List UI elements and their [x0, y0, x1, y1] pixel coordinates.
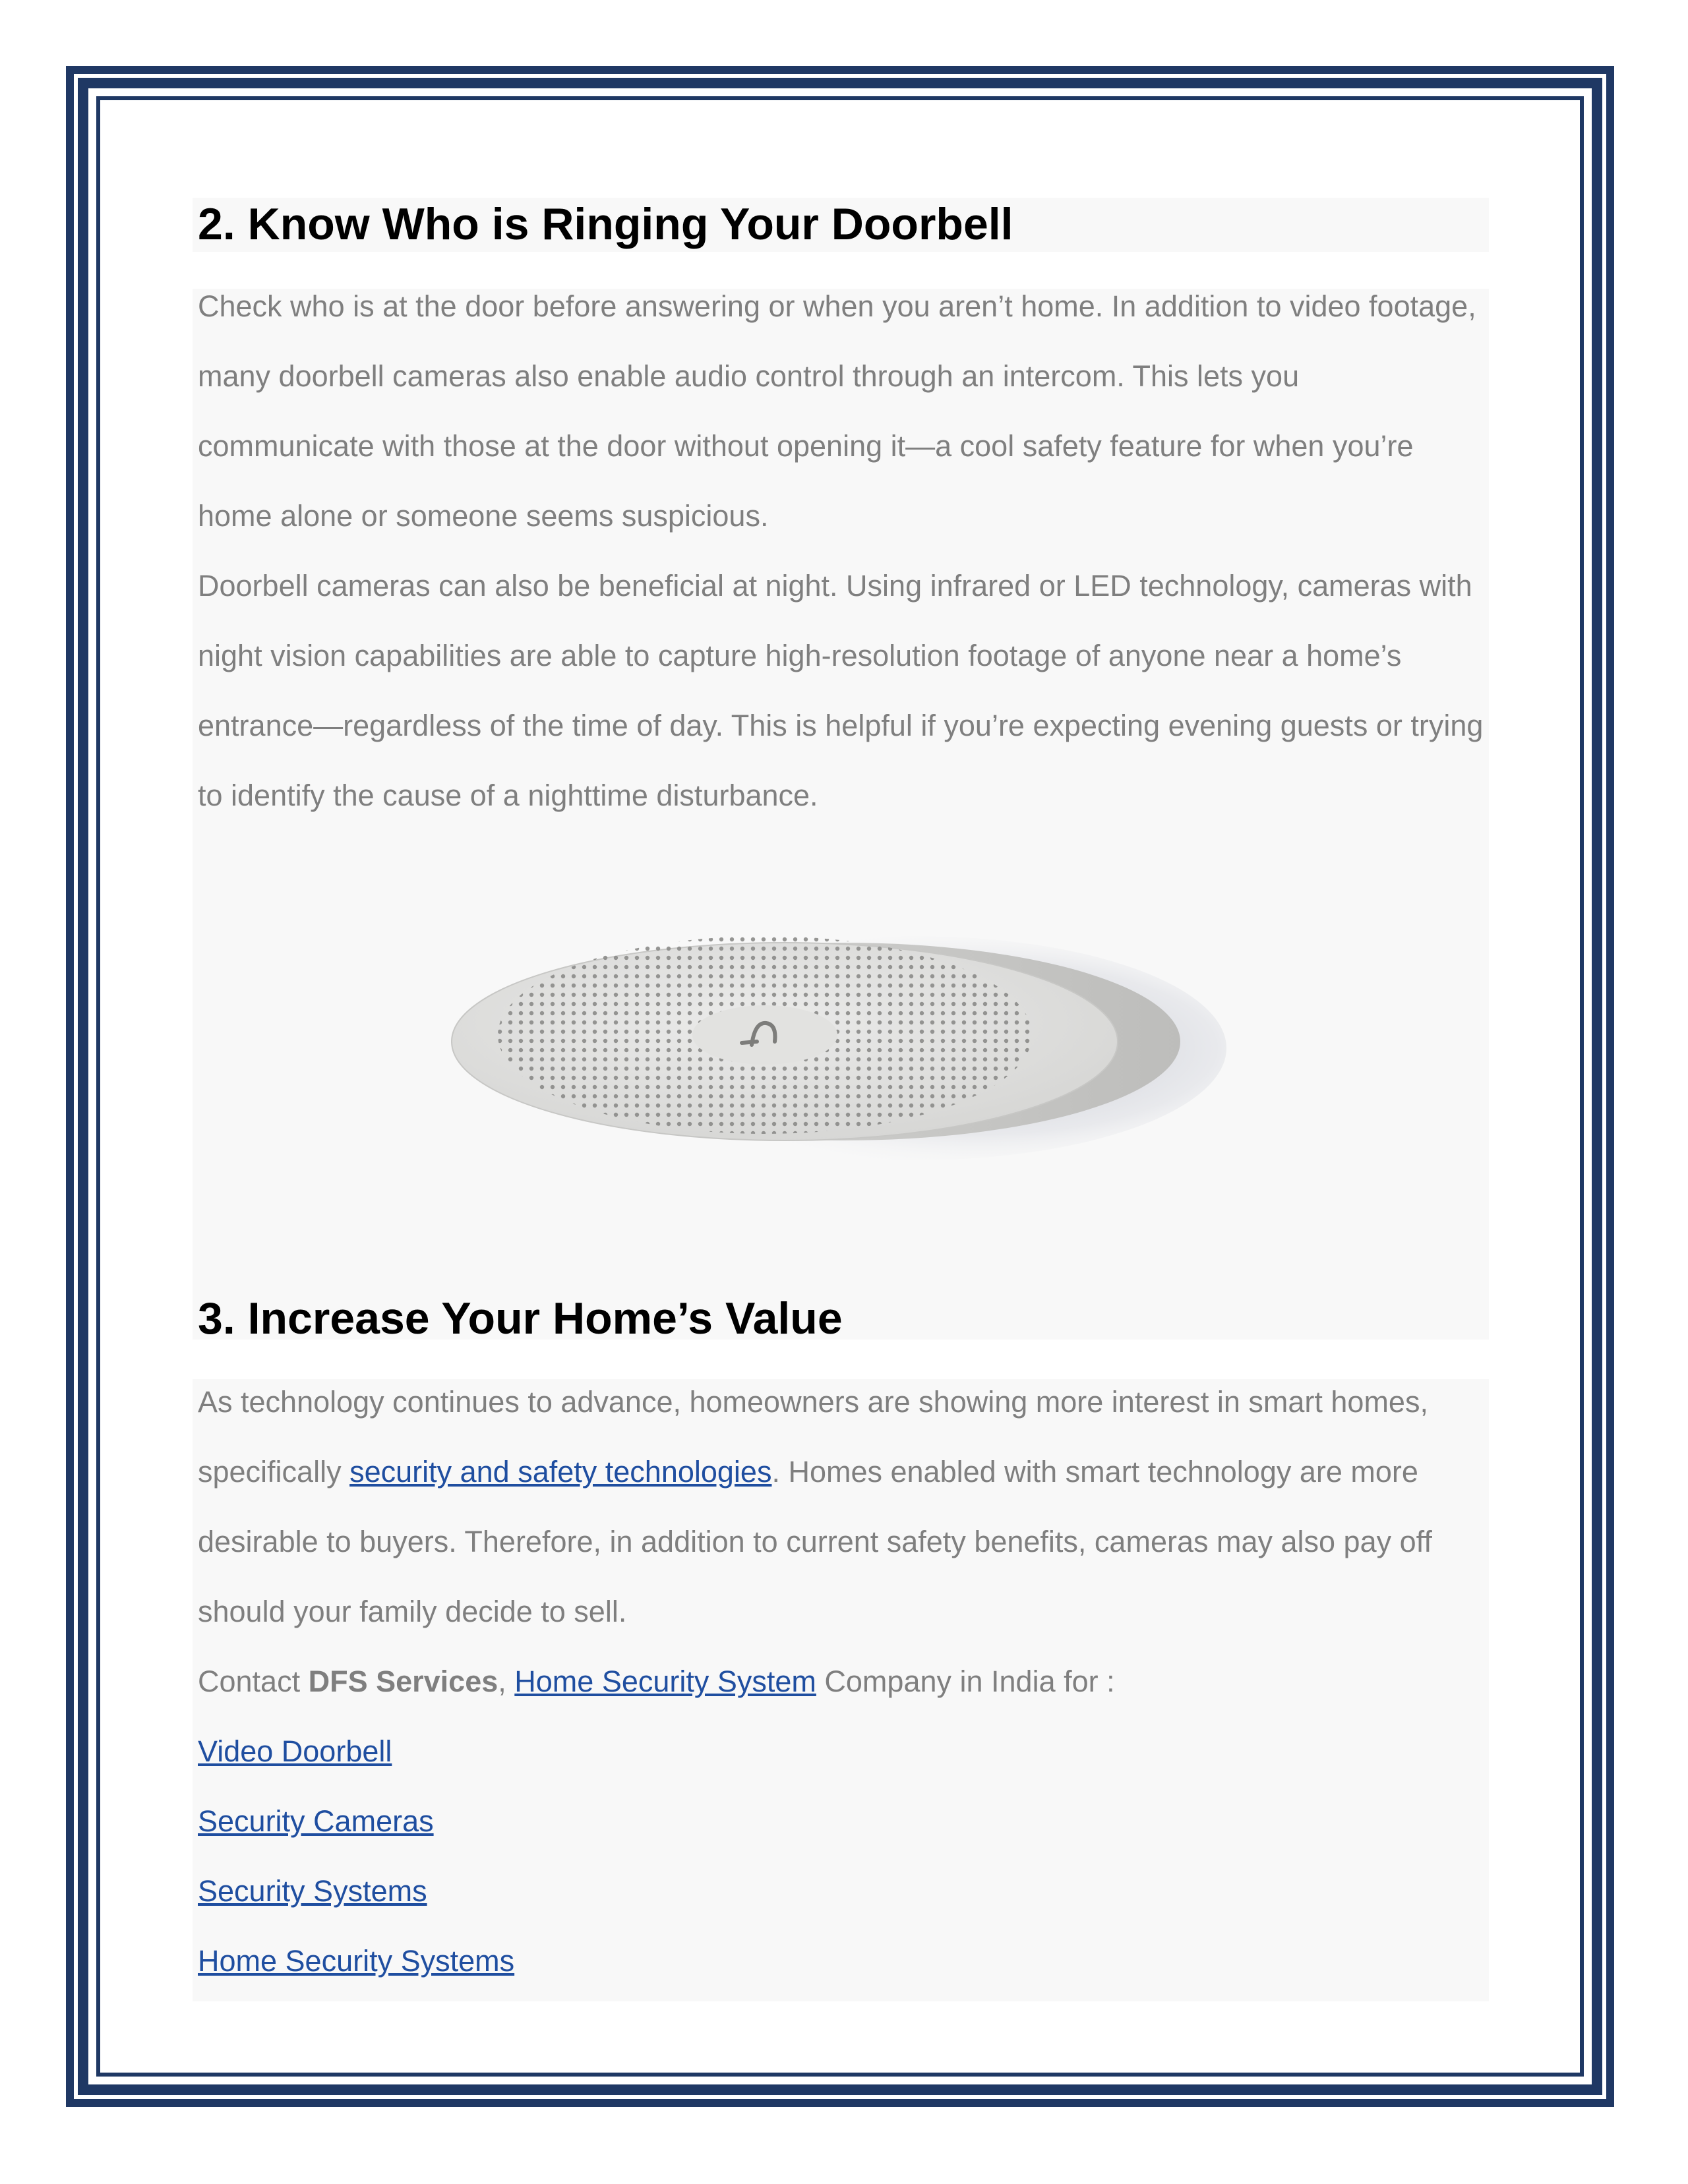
section-3-paragraph-1-text-before: As technology continues to advance, homeowners are showing more interest in smart homes, specifically: [198, 1385, 1428, 1489]
section-3-paragraph-1: [198, 1367, 1484, 1647]
company-name: DFS Services: [308, 1665, 498, 1698]
section-2-paragraph-2: Doorbell cameras can also be beneficial at night. Using infrared or LED technology, cameras with night vision capabilities are able to capture high-resolution footage of anyone near a home’s entrance—regardless of the time of day. This is helpful if you’re expecting evening guests or trying to identify the cause of a nighttime disturbance.: [198, 569, 1484, 812]
security-systems-link[interactable]: Security Systems: [198, 1874, 427, 1908]
contact-line: [198, 1647, 1484, 1717]
contact-prefix: Contact: [198, 1665, 309, 1698]
contact-comma: ,: [498, 1665, 515, 1698]
security-cameras-link[interactable]: Security Cameras: [198, 1804, 434, 1838]
home-security-systems-link[interactable]: Home Security Systems: [198, 1944, 515, 1978]
section-2-heading: 2. Know Who is Ringing Your Doorbell: [198, 199, 1013, 249]
video-doorbell-link[interactable]: Video Doorbell: [198, 1734, 392, 1768]
section-3-heading: 3. Increase Your Home’s Value: [198, 1293, 843, 1343]
doorbell-chime-image: [442, 916, 1233, 1167]
section-2-paragraph-1: Check who is at the door before answering or when you aren’t home. In addition to video footage, many doorbell cameras also enable audio control through an intercom. This lets you communicate with those at the door without opening it—a cool safety feature for when you’re home alone or someone seems suspicious.: [198, 289, 1476, 533]
security-and-safety-technologies-link[interactable]: security and safety technologies: [349, 1455, 772, 1489]
home-security-system-link[interactable]: Home Security System: [514, 1665, 816, 1698]
contact-suffix: Company in India for :: [816, 1665, 1115, 1698]
section-3-paragraph-1-text-after: . Homes enabled with smart technology are more desirable to buyers. Therefore, in addition to current safety benefits, cameras may also pay off should your family decide to sell.: [198, 1455, 1432, 1628]
